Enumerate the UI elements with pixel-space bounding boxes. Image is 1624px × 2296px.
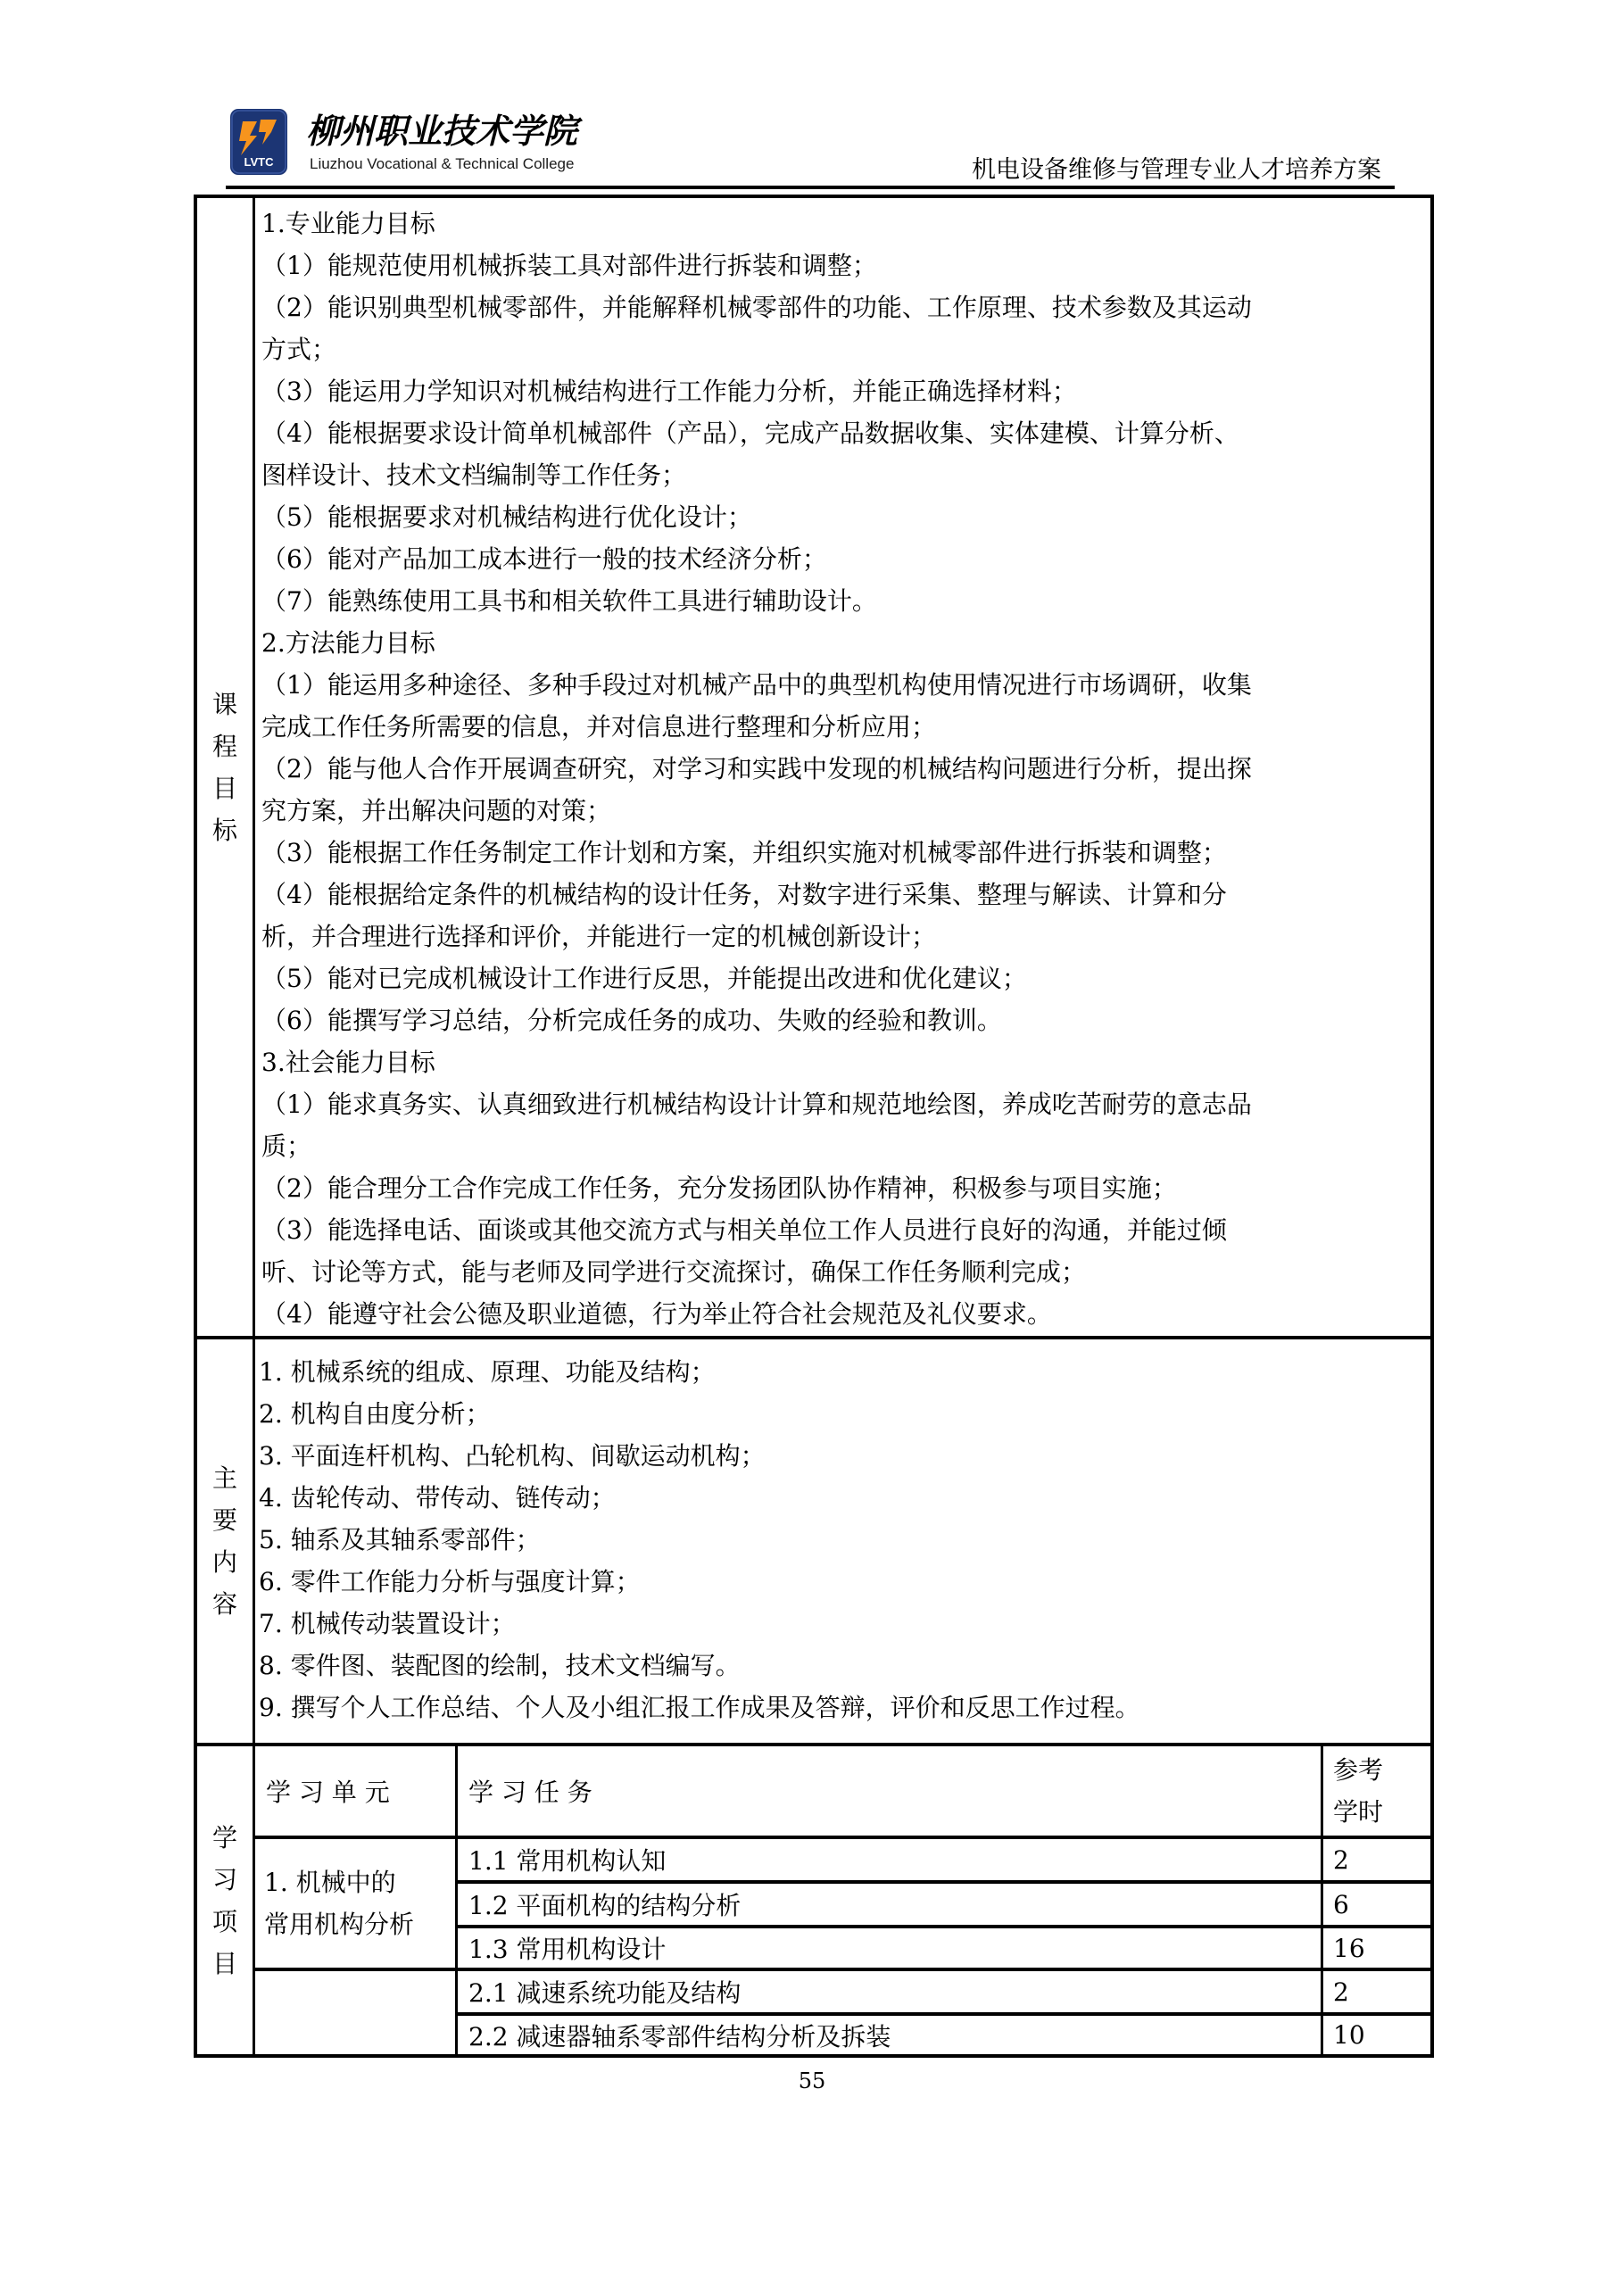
objective-line: （1）能求真务实、认真细致进行机械结构设计计算和规范地绘图，养成吃苦耐劳的意志品: [261, 1090, 1252, 1119]
objective-line: （2）能合理分工合作完成工作任务，充分发扬团队协作精神，积极参与项目实施；: [261, 1173, 1177, 1203]
college-name-cn: 柳州职业技术学院: [306, 111, 578, 151]
objective-line: （5）能对已完成机械设计工作进行反思，并能提出改进和优化建议；: [261, 964, 1027, 993]
objective-line: （4）能根据给定条件的机械结构的设计任务，对数字进行采集、整理与解读、计算和分: [261, 880, 1227, 909]
lvtc-logo-icon: [230, 109, 287, 175]
objective-line: （7）能熟练使用工具书和相关软件工具进行辅助设计。: [261, 586, 877, 616]
unit-1-line2: 常用机构分析: [264, 1910, 415, 1939]
main-content-label: [197, 1339, 253, 1743]
objective-line: （3）能选择电话、面谈或其他交流方式与相关单位工作人员进行良好的沟通，并能过倾: [261, 1215, 1227, 1245]
objective-line: 3.社会能力目标: [261, 1048, 435, 1077]
objective-line: （3）能根据工作任务制定工作计划和方案，并组织实施对机械零部件进行拆装和调整；: [261, 838, 1227, 867]
objective-line: 方式；: [261, 335, 337, 364]
hours-header-line1: 参考: [1333, 1755, 1384, 1785]
main-content-line: 4. 齿轮传动、带传动、链传动；: [259, 1483, 616, 1513]
course-objectives-label: [197, 198, 253, 1336]
main-content-list: [259, 1351, 1140, 1728]
main-content-line: 2. 机构自由度分析；: [259, 1399, 491, 1429]
main-content-line: 9. 撰写个人工作总结、个人及小组汇报工作成果及答辩，评价和反思工作过程。: [259, 1693, 1140, 1722]
main-content-line: 3. 平面连杆机构、凸轮机构、间歇运动机构；: [259, 1441, 766, 1471]
main-content-line: 8. 零件图、装配图的绘制，技术文档编写。: [259, 1651, 741, 1680]
main-content-line: 1. 机械系统的组成、原理、功能及结构；: [259, 1357, 716, 1387]
objective-line: 析，并合理进行选择和评价，并能进行一定的机械创新设计；: [261, 922, 937, 951]
objective-line: 1.专业能力目标: [261, 209, 435, 238]
task-cell-1-2: 1.2 平面机构的结构分析: [468, 1891, 742, 1920]
objective-line: 究方案，并出解决问题的对策；: [261, 796, 612, 825]
objective-line: （6）能对产品加工成本进行一般的技术经济分析；: [261, 544, 827, 574]
hours-header-line2: 学时: [1333, 1797, 1384, 1827]
main-content-line: 6. 零件工作能力分析与强度计算；: [259, 1567, 641, 1596]
objective-line: 听、讨论等方式，能与老师及同学进行交流探讨，确保工作任务顺利完成；: [261, 1257, 1087, 1287]
hours-cell-1-2: 6: [1333, 1889, 1349, 1919]
task-column-header: 学 习 任 务: [468, 1778, 592, 1807]
hours-cell-2-1: 2: [1333, 1977, 1349, 2007]
objective-line: （2）能与他人合作开展调查研究，对学习和实践中发现的机械结构问题进行分析，提出探: [261, 754, 1252, 783]
page-number: 55: [798, 2068, 826, 2093]
objective-line: （2）能识别典型机械零部件，并能解释机械零部件的功能、工作原理、技术参数及其运动: [261, 293, 1252, 322]
task-hours-divider: [1321, 1746, 1323, 2054]
task-cell-2-1: 2.1 减速系统功能及结构: [468, 1978, 742, 2008]
objective-line: （1）能运用多种途径、多种手段过对机械产品中的典型机构使用情况进行市场调研，收集: [261, 670, 1252, 700]
objective-line: （6）能撰写学习总结，分析完成任务的成功、失败的经验和教训。: [261, 1006, 1002, 1035]
row-divider-1: [197, 1336, 1430, 1339]
objective-line: 质；: [261, 1131, 312, 1161]
study-projects-label-text: 学习项目: [212, 1822, 238, 1978]
objective-line: （4）能根据要求设计简单机械部件（产品），完成产品数据收集、实体建模、计算分析、: [261, 419, 1239, 448]
hours-cell-2-2: 10: [1333, 2020, 1365, 2050]
study-projects-label: [197, 1746, 253, 2054]
task-cell-1-3: 1.3 常用机构设计: [468, 1935, 667, 1964]
course-objectives-content: [261, 203, 1252, 1335]
header-rule: [226, 186, 1395, 189]
logo-abbr-text: LVTC: [244, 155, 274, 169]
unit-1-line1: 1. 机械中的: [264, 1868, 396, 1897]
task-cell-1-1: 1.1 常用机构认知: [468, 1846, 667, 1876]
unit-column-header: 学 习 单 元: [266, 1778, 390, 1807]
hours-column-header: [1333, 1749, 1383, 1833]
main-content-line: 5. 轴系及其轴系零部件；: [259, 1525, 541, 1554]
objective-line: （3）能运用力学知识对机械结构进行工作能力分析，并能正确选择材料；: [261, 377, 1077, 406]
hours-cell-1-1: 2: [1333, 1844, 1349, 1875]
unit-1-cell: [264, 1839, 455, 1968]
main-content-line: 7. 机械传动装置设计；: [259, 1609, 516, 1638]
college-name-en: Liuzhou Vocational & Technical College: [310, 155, 575, 172]
objective-line: （1）能规范使用机械拆装工具对部件进行拆装和调整；: [261, 251, 877, 280]
objective-line: 完成工作任务所需要的信息，并对信息进行整理和分析应用；: [261, 712, 937, 742]
college-logo: [230, 109, 287, 175]
main-content-label-text: 主要内容: [212, 1463, 238, 1619]
hours-cell-1-3: 16: [1333, 1933, 1365, 1963]
objective-line: （4）能遵守社会公德及职业道德，行为举止符合社会规范及礼仪要求。: [261, 1299, 1052, 1329]
course-objectives-label-text: 课程目标: [212, 689, 238, 845]
objective-line: 图样设计、技术文档编制等工作任务；: [261, 460, 687, 490]
task-cell-2-2: 2.2 减速器轴系零部件结构分析及拆装: [468, 2021, 891, 2051]
objective-line: （5）能根据要求对机械结构进行优化设计；: [261, 502, 752, 532]
doc-title: 机电设备维修与管理专业人才培养方案: [972, 156, 1381, 184]
objective-line: 2.方法能力目标: [261, 628, 435, 658]
